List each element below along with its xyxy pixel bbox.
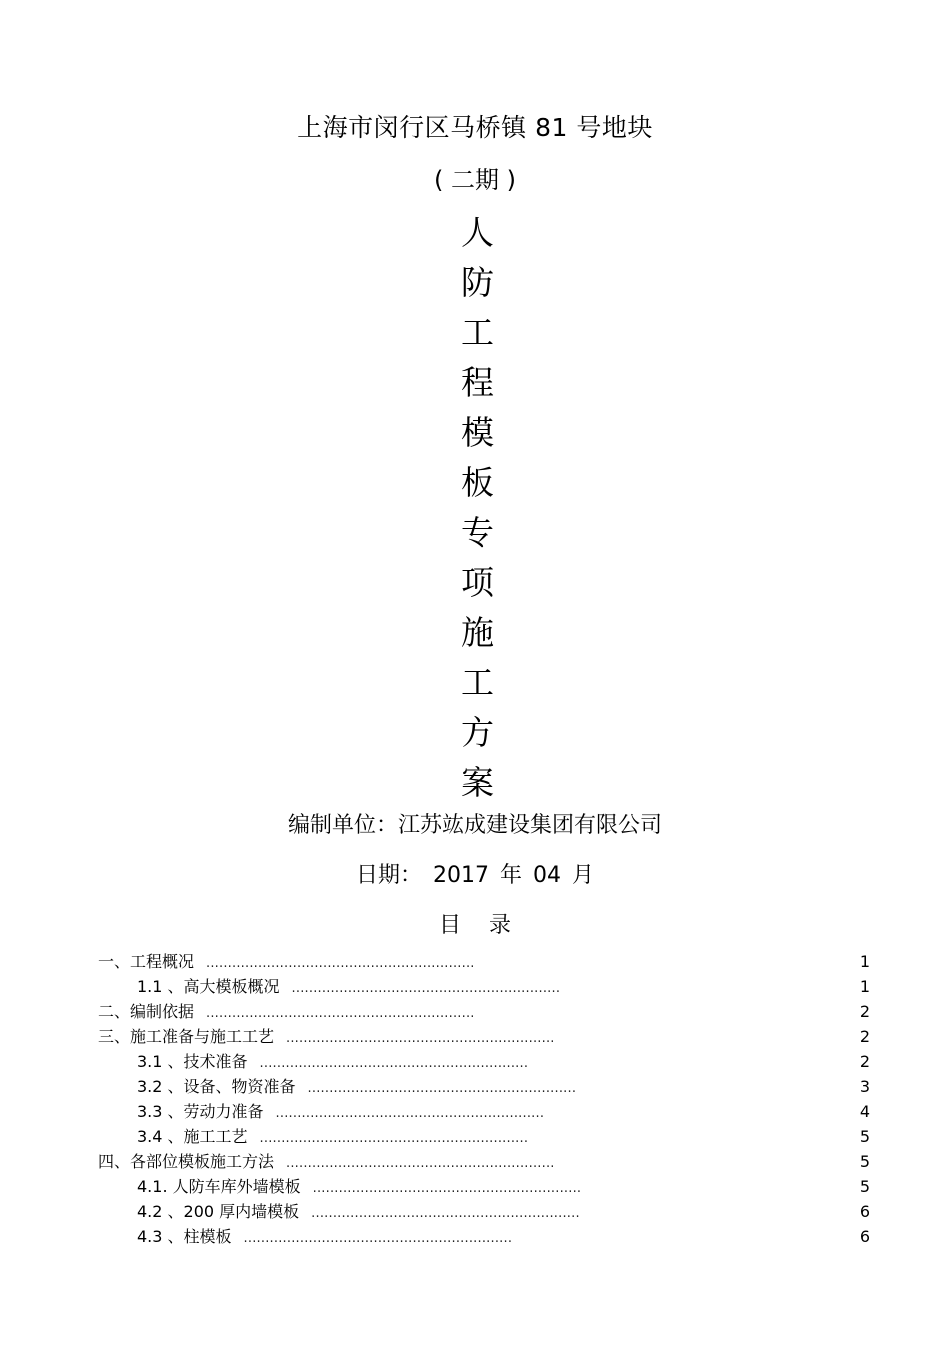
toc-entry[interactable] <box>137 1075 576 1099</box>
toc-page-number: 1 <box>859 977 870 996</box>
toc-leader-dots: .............................................................. <box>312 1181 582 1196</box>
vertical-title-char: 程 <box>461 363 494 402</box>
toc-entry-label: 4.3 、柱模板 <box>137 1227 232 1246</box>
toc-entry[interactable] <box>137 1125 528 1149</box>
toc-entry-label: 1.1 、高大模板概况 <box>137 977 280 996</box>
toc-entry-label: 四、各部位模板施工方法 <box>98 1152 275 1171</box>
toc-entry-label: 4.2 、200 厚内墙模板 <box>137 1202 300 1221</box>
toc-page-number: 5 <box>859 1177 870 1196</box>
toc-leader-dots: .............................................................. <box>243 1231 513 1246</box>
vertical-title-char: 工 <box>461 313 494 352</box>
toc-entry[interactable] <box>137 1200 580 1224</box>
toc-entry[interactable] <box>98 1000 475 1024</box>
toc-page-number: 4 <box>859 1102 870 1121</box>
toc-entry-label: 3.4 、施工工艺 <box>137 1127 248 1146</box>
vertical-title <box>430 208 525 808</box>
vertical-title-char: 案 <box>461 763 494 802</box>
toc-leader-dots: .............................................................. <box>206 956 475 971</box>
vertical-title-char: 板 <box>461 463 494 502</box>
toc-entry-label: 3.2 、设备、物资准备 <box>137 1077 296 1096</box>
toc-page-number: 6 <box>859 1202 870 1221</box>
toc-entry[interactable] <box>137 1225 512 1249</box>
toc-leader-dots: .............................................................. <box>275 1106 545 1121</box>
toc-entry[interactable] <box>98 1025 555 1049</box>
toc-leader-dots: .............................................................. <box>259 1131 529 1146</box>
toc-heading: 目录 <box>438 913 539 938</box>
toc-page-number: 5 <box>859 1127 870 1146</box>
toc-page-number: 2 <box>859 1027 870 1046</box>
toc-leader-dots: .............................................................. <box>307 1081 577 1096</box>
toc-entry-label: 二、编制依据 <box>98 1002 195 1021</box>
vertical-title-char: 方 <box>461 713 494 752</box>
toc-entry[interactable] <box>137 1175 581 1199</box>
vertical-title-char: 模 <box>461 413 494 452</box>
toc-page-number: 5 <box>859 1152 870 1171</box>
vertical-title-char: 施 <box>461 613 494 652</box>
toc-entry[interactable] <box>98 950 475 974</box>
vertical-title-char: 项 <box>461 563 494 602</box>
toc-page-number: 2 <box>859 1002 870 1021</box>
toc-entry[interactable] <box>137 975 560 999</box>
toc-entry-label: 3.1 、技术准备 <box>137 1052 248 1071</box>
toc-entry[interactable] <box>137 1100 544 1124</box>
toc-leader-dots: .............................................................. <box>311 1206 580 1221</box>
vertical-title-char: 人 <box>461 213 494 252</box>
vertical-title-char: 防 <box>461 263 494 302</box>
toc-entry-label: 4.1. 人防车库外墙模板 <box>137 1177 301 1196</box>
vertical-title-char: 专 <box>461 513 494 552</box>
toc-leader-dots: .............................................................. <box>291 981 561 996</box>
toc-leader-dots: .............................................................. <box>259 1056 529 1071</box>
toc-entry-label: 三、施工准备与施工工艺 <box>98 1027 275 1046</box>
toc-leader-dots: .............................................................. <box>286 1156 555 1171</box>
title-line-1: 上海市闵行区马桥镇 81 号地块 <box>297 113 653 142</box>
toc-page-number: 2 <box>859 1052 870 1071</box>
toc-page-number: 1 <box>859 952 870 971</box>
toc-page-number: 3 <box>859 1077 870 1096</box>
toc-leader-dots: .............................................................. <box>286 1031 555 1046</box>
toc-entry[interactable] <box>137 1050 528 1074</box>
toc-entry-label: 一、工程概况 <box>98 952 195 971</box>
toc-entry-label: 3.3 、劳动力准备 <box>137 1102 264 1121</box>
compiler-unit: 编制单位：江苏竑成建设集团有限公司 <box>287 813 662 838</box>
title-line-2: ( 二期 ) <box>434 166 516 194</box>
toc-leader-dots: .............................................................. <box>206 1006 475 1021</box>
toc-entry[interactable] <box>98 1150 555 1174</box>
toc-page-number: 6 <box>859 1227 870 1246</box>
vertical-title-char: 工 <box>461 663 494 702</box>
document-date: 日期： 2017 年 04 月 <box>356 863 594 888</box>
